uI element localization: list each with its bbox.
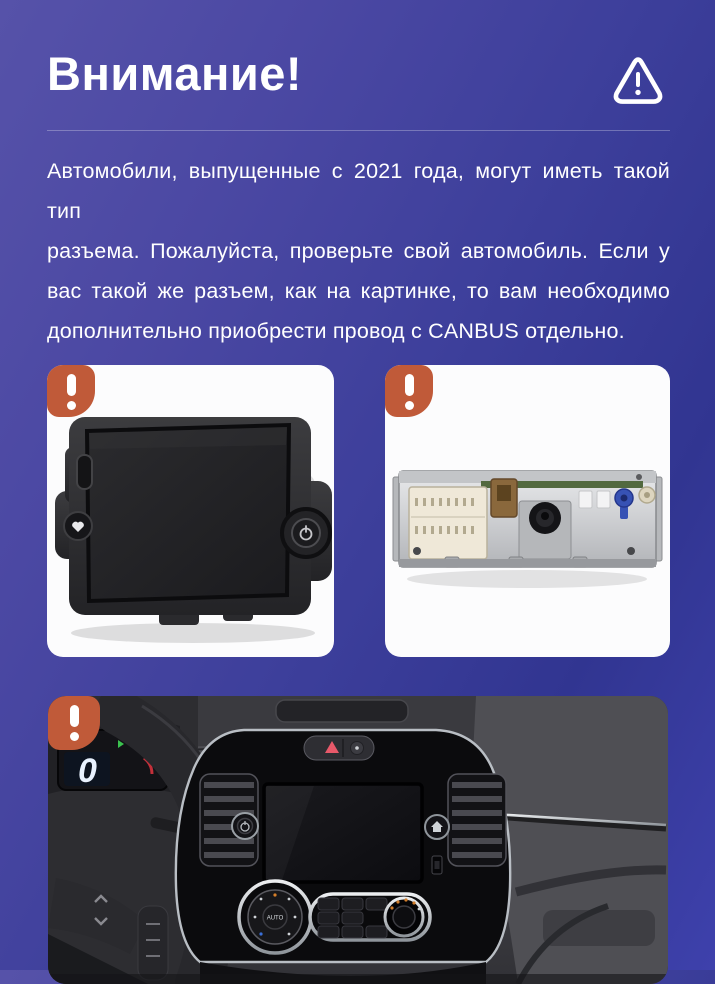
head-unit-screen bbox=[87, 425, 289, 601]
alert-badge bbox=[385, 365, 433, 417]
warning-text-line: вас такой же разъем, как на картинке, то вам необходимо bbox=[47, 279, 670, 303]
example-cards bbox=[47, 365, 670, 657]
page-title: Внимание! bbox=[47, 47, 303, 100]
alert-badge bbox=[47, 365, 95, 417]
dashboard-image bbox=[48, 696, 668, 984]
console-power-button bbox=[232, 813, 258, 839]
side-slot bbox=[77, 455, 92, 489]
warning-triangle-icon bbox=[612, 56, 664, 106]
right-air-vent bbox=[448, 774, 506, 866]
exclamation-icon bbox=[48, 705, 100, 741]
warning-text-line: дополнительно приобрести провод с CANBUS отдельно. bbox=[47, 319, 625, 343]
top-vent bbox=[276, 700, 408, 722]
warning-text-line: Автомобили, выпущенные с 2021 года, могут иметь такой тип bbox=[47, 159, 670, 223]
card-head-unit bbox=[47, 365, 334, 657]
exclamation-icon bbox=[47, 374, 95, 410]
warning-text bbox=[47, 151, 670, 351]
warning-text-line: разъема. Пожалуйста, проверьте свой автомобиль. Если у bbox=[47, 239, 670, 263]
dashboard-photo bbox=[48, 696, 668, 984]
divider bbox=[47, 130, 670, 131]
header bbox=[47, 46, 670, 106]
glovebox-handle bbox=[543, 910, 655, 946]
audio-satellite bbox=[138, 906, 168, 980]
exclamation-icon bbox=[385, 374, 433, 410]
main-connector bbox=[409, 487, 487, 559]
card-connector-board bbox=[385, 365, 670, 657]
auto-label: AUTO bbox=[266, 915, 284, 922]
speedometer-value: 0 bbox=[78, 752, 97, 790]
